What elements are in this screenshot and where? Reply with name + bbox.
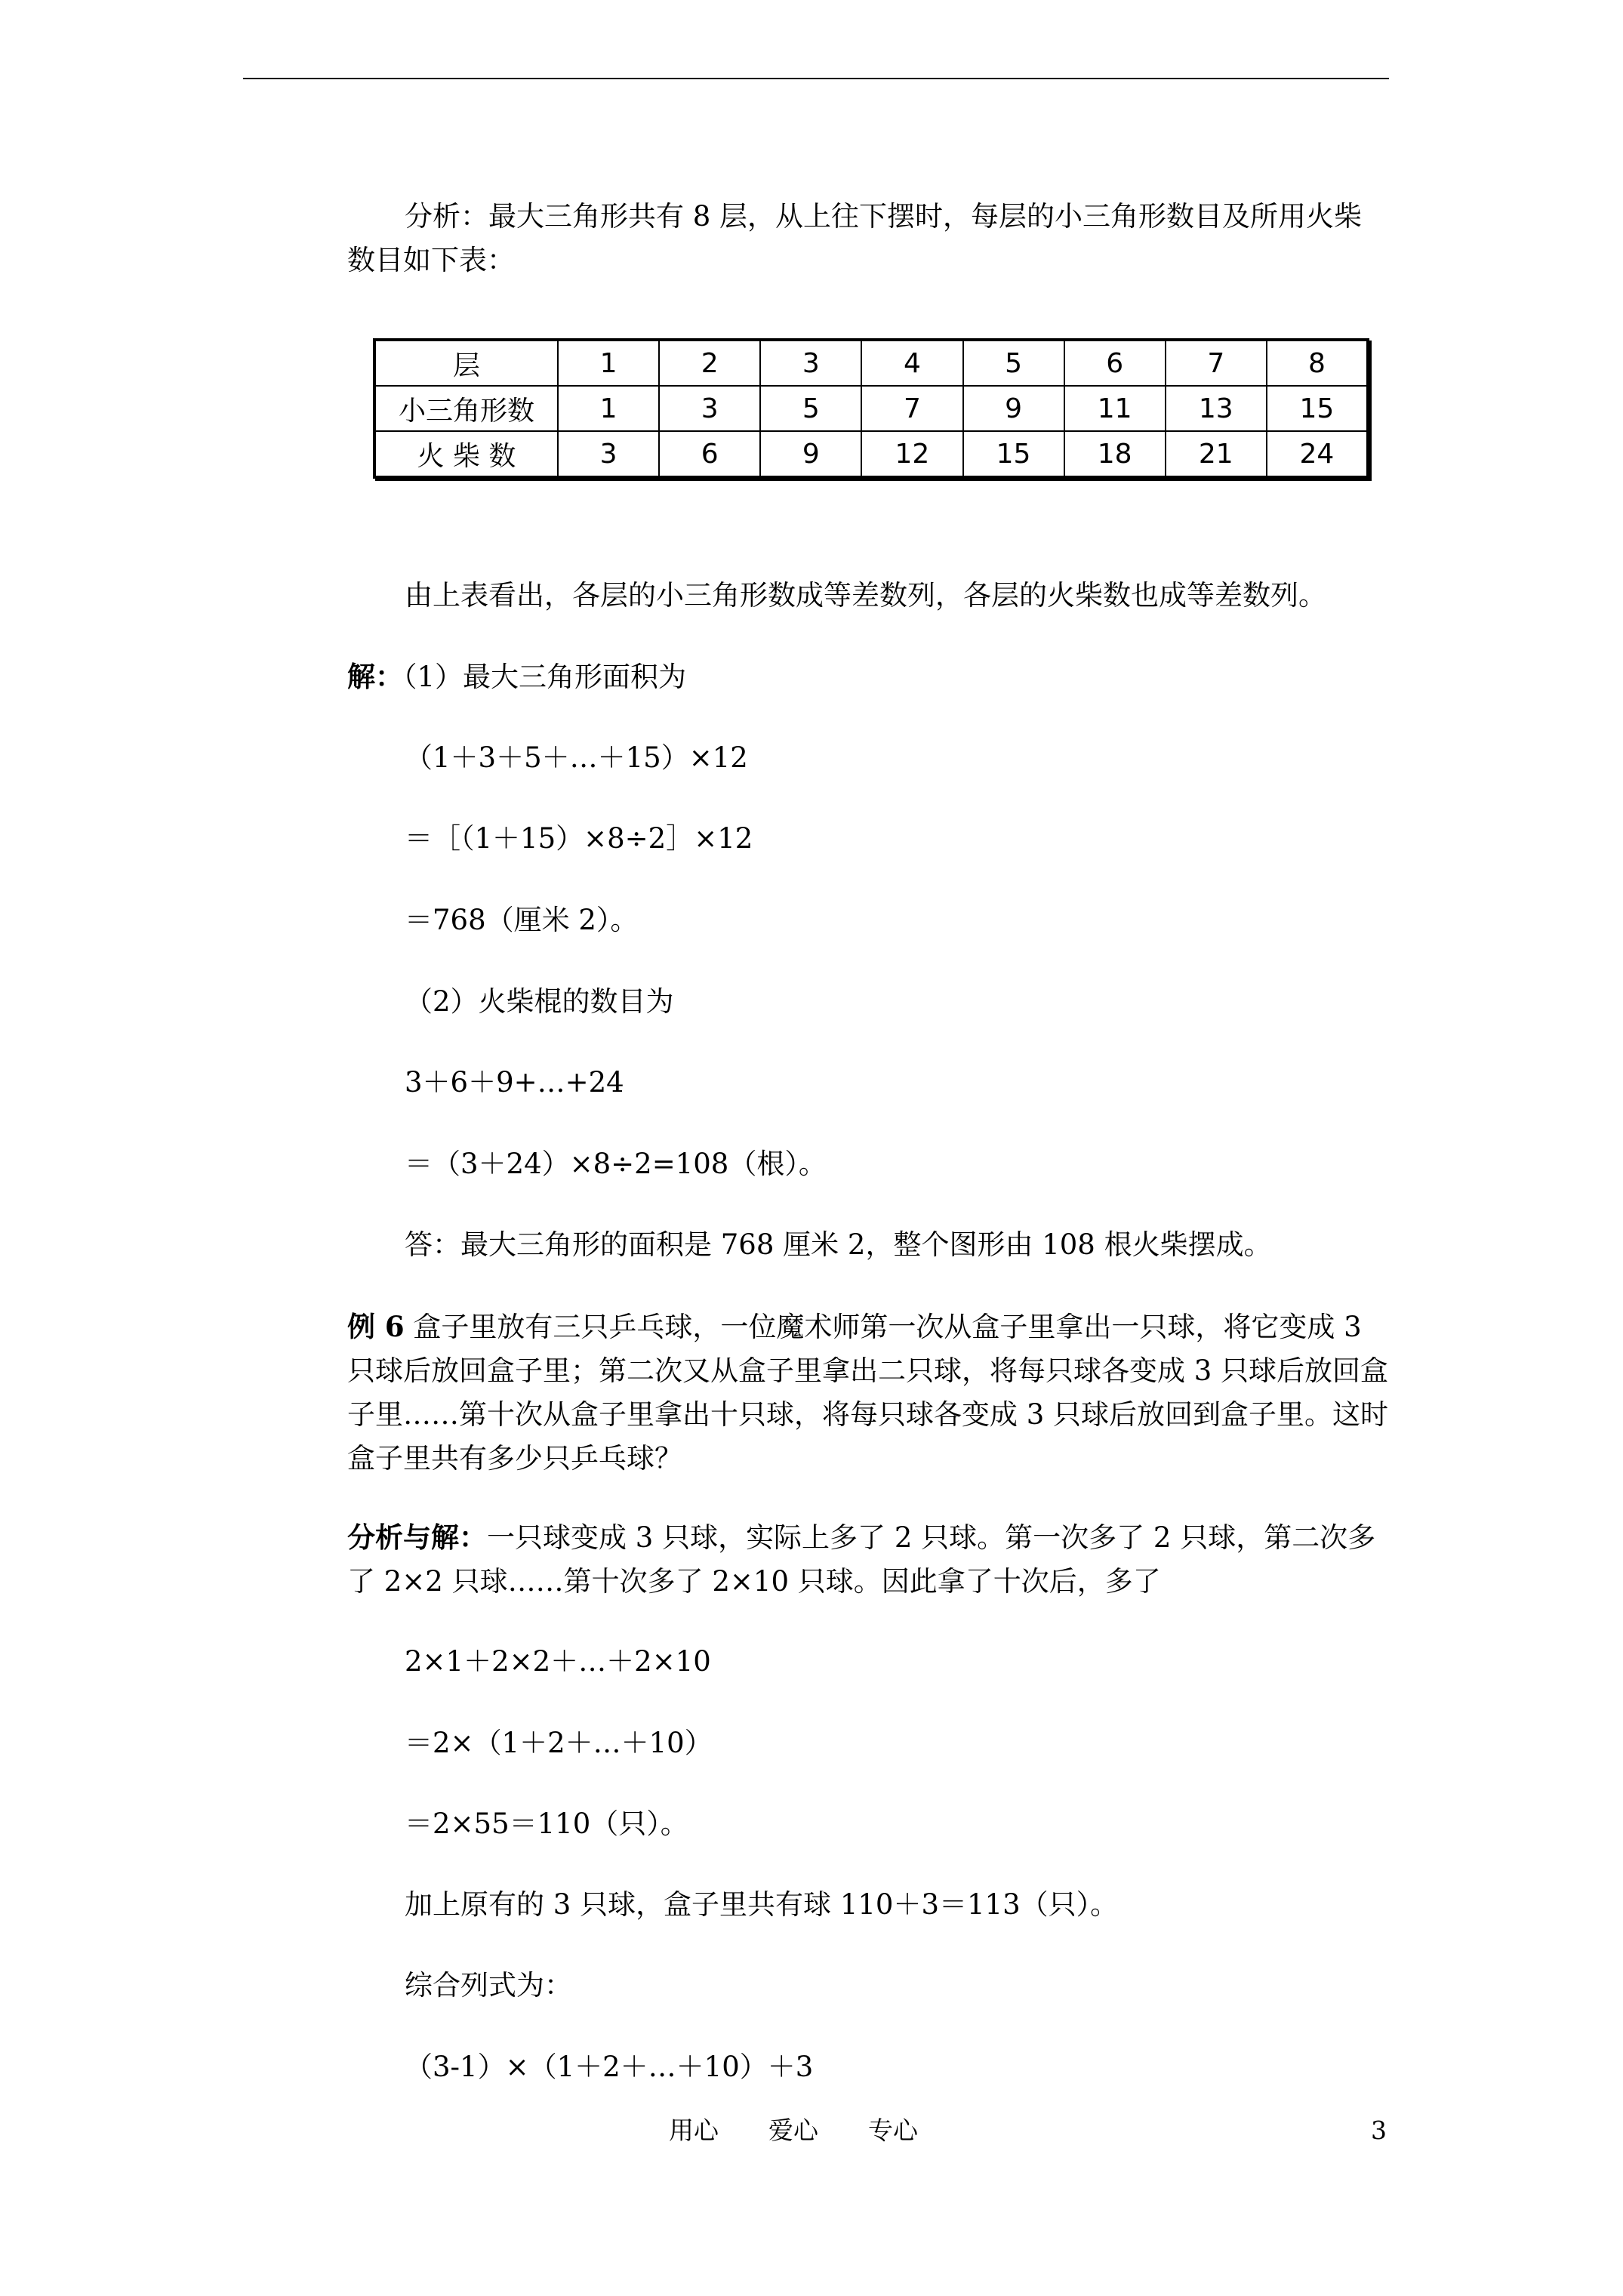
table-cell: 24 [1267, 431, 1368, 477]
table-cell: 8 [1267, 340, 1368, 386]
layers-table [373, 338, 1369, 474]
footer-item: 爱心 [768, 2116, 818, 2145]
table-cell: 21 [1166, 431, 1267, 477]
table-row-label: 层 [374, 340, 558, 386]
table-cell: 1 [558, 386, 659, 431]
table-cell: 5 [760, 386, 861, 431]
table-cell: 5 [963, 340, 1064, 386]
table-cell: 15 [963, 431, 1064, 477]
formula-line: ＝768（厘米 2）。 [405, 904, 639, 936]
page-number: 3 [1371, 2116, 1387, 2145]
table-cell: 7 [861, 386, 962, 431]
table-cell: 7 [1166, 340, 1267, 386]
table-row [374, 431, 1368, 477]
table-cell: 6 [659, 431, 760, 477]
table-cell: 6 [1064, 340, 1166, 386]
analysis-intro-paragraph [347, 195, 1389, 282]
example6-text: 盒子里放有三只乒乓球，一位魔术师第一次从盒子里拿出一只球，将它变成 3 只球后放回盒子里；第二次又从盒子里拿出二只球，将每只球各变成 3 只球后放回盒子里……第十次从盒子里拿出十只球，将每只球各变成 3 只球后放回到盒子里。这时盒子里共有多少只乒乓球？ [347, 1311, 1389, 1475]
total-text: 加上原有的 3 只球，盒子里共有球 110＋3＝113（只）。 [405, 1888, 1119, 1921]
formula-line: 3＋6＋9+…+24 [405, 1066, 624, 1099]
table-cell: 1 [558, 340, 659, 386]
table-row [374, 340, 1368, 386]
header-rule [243, 78, 1389, 79]
footer-item: 用心 [669, 2116, 719, 2145]
table-row-label: 小三角形数 [374, 386, 558, 431]
table-cell: 2 [659, 340, 760, 386]
combined-formula: （3-1）×（1＋2＋…＋10）＋3 [405, 2051, 814, 2083]
analysis2-text: 一只球变成 3 只球，实际上多了 2 只球。第一次多了 2 只球，第二次多了 2×2 只球……第十次多了 2×10 只球。因此拿了十次后，多了 [347, 1521, 1376, 1598]
table-cell: 9 [963, 386, 1064, 431]
table-row-label: 火 柴 数 [374, 431, 558, 477]
analysis-intro-text: 分析：最大三角形共有 8 层，从上往下摆时，每层的小三角形数目及所用火柴数目如下表： [347, 200, 1363, 276]
formula-line: 2×1＋2×2＋…＋2×10 [405, 1645, 711, 1678]
table-cell: 15 [1267, 386, 1368, 431]
example6-label: 例 6 [347, 1310, 405, 1343]
table-row [374, 386, 1368, 431]
solution-label: 解： [347, 660, 403, 693]
formula-line: （1＋3＋5＋…＋15）×12 [405, 741, 748, 774]
answer-text: 答：最大三角形的面积是 768 厘米 2，整个图形由 108 根火柴摆成。 [405, 1228, 1272, 1261]
table-cell: 18 [1064, 431, 1166, 477]
solution-heading [347, 655, 686, 699]
analysis2-paragraph [347, 1515, 1389, 1604]
table-cell: 3 [659, 386, 760, 431]
solution-part1-title: （1）最大三角形面积为 [403, 661, 687, 693]
table-cell: 9 [760, 431, 861, 477]
formula-line: ＝（3＋24）×8÷2=108（根）。 [405, 1148, 827, 1180]
observation-text: 由上表看出，各层的小三角形数成等差数列，各层的火柴数也成等差数列。 [405, 579, 1326, 612]
solution-part2-title: （2）火柴棍的数目为 [405, 985, 674, 1018]
table-cell: 3 [558, 431, 659, 477]
combined-title: 综合列式为： [405, 1969, 572, 2002]
table-cell: 3 [760, 340, 861, 386]
footer-item: 专心 [868, 2116, 918, 2145]
formula-line: ＝2×55＝110（只）。 [405, 1808, 688, 1840]
example6-paragraph [347, 1305, 1389, 1481]
formula-line: ＝［（1＋15）×8÷2］×12 [405, 822, 753, 855]
table-cell: 12 [861, 431, 962, 477]
table-cell: 4 [861, 340, 962, 386]
formula-line: ＝2×（1＋2＋…＋10） [405, 1727, 713, 1759]
analysis2-label: 分析与解： [347, 1521, 487, 1554]
table-cell: 11 [1064, 386, 1166, 431]
table-cell: 13 [1166, 386, 1267, 431]
